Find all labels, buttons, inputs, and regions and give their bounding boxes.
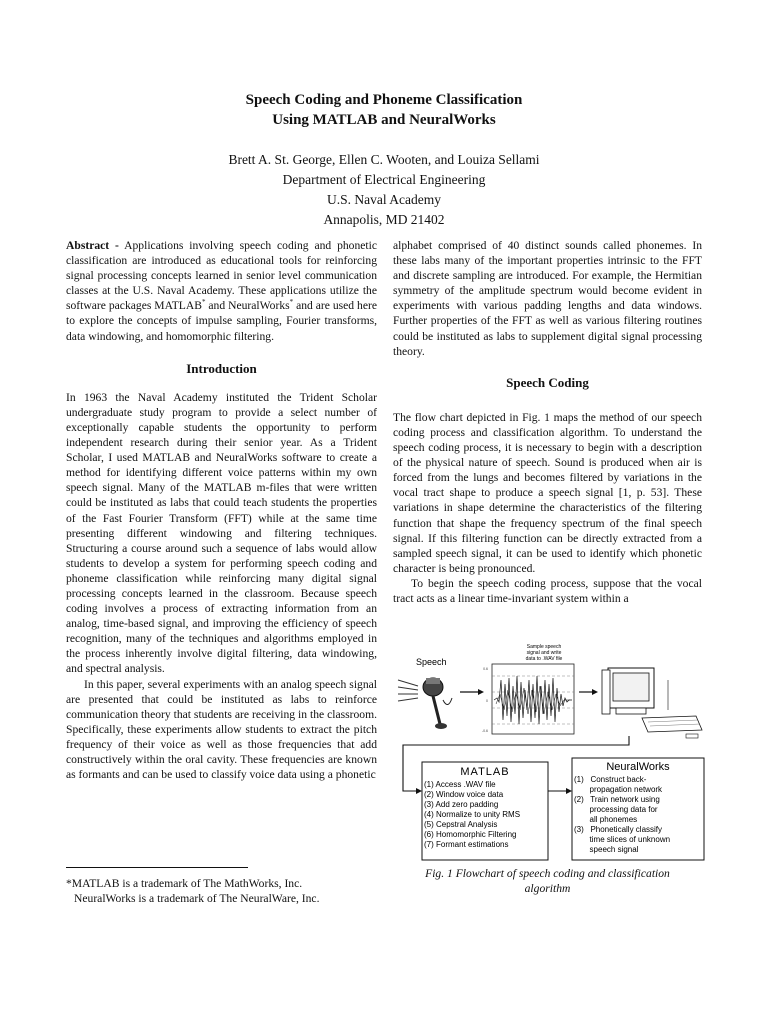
speech-waveform-plot [482,664,574,734]
introduction-paragraph-3: alphabet comprised of 40 distinct sounds called phonemes. In these labs many of the important properties intrinsic to the FFT and discrete sampling are introduced. For example, the Hermitian symmetry of the amplitude spectrum would become evident in experiments with various padding lengths and data windows. Further properties of the FFT as well as various filtering routines could be instituted as labs to supplement digital signal processing theory. [393,239,702,358]
abstract [66,238,377,344]
sample-label-line-2: signal and write [526,650,562,656]
matlab-step-2: (2) Window voice data [424,790,504,799]
matlab-box [422,762,548,860]
speech-coding-paragraph-1: The flow chart depicted in Fig. 1 maps the method of our speech coding process and classification algorithm. To understand the speech coding process, it is necessary to begin with a description of the physical nature of speech. Sound is produced when air is forced from the lungs and becomes filtered by variations in the vocal tract shape to produce a speech signal [1, p. 53]. These variations in shape determine the characteristics of the filtering function that shape the frequency spectrum of the final speech signal. If this filtering function can be directly extracted from a sampled speech signal, it can be used to identify which phonetic character is being pronounced. [393,410,702,575]
figure-1-flowchart [396,640,706,862]
arrowhead-2 [592,689,598,695]
footnote-line-1: *MATLAB is a trademark of The MathWorks, Inc. [66,877,303,890]
speech-coding-paragraph-2: To begin the speech coding process, suppose that the vocal tract acts as a linear time-invariant system within a [393,576,702,605]
title-line-1: Speech Coding and Phoneme Classification [245,92,523,108]
neuralworks-step-3c: speech signal [574,845,639,854]
neuralworks-step-2b: processing data for [574,805,658,814]
title-line-2: Using MATLAB and NeuralWorks [272,112,496,128]
author-institution: U.S. Naval Academy [327,192,441,207]
svg-text:0: 0 [486,699,488,703]
matlab-step-3: (3) Add zero padding [424,800,499,809]
paper-title [0,90,768,130]
neuralworks-step-2c: all phonemes [574,815,638,824]
caption-line-2: algorithm [524,882,571,895]
computer-icon [602,668,702,738]
svg-text:0.6: 0.6 [483,667,488,671]
arrowhead-1 [478,689,484,695]
neuralworks-step-1b: propagation network [574,785,663,794]
microphone-icon [398,678,452,729]
introduction-paragraph-1: In 1963 the Naval Academy instituted the Trident Scholar undergraduate study program to provide a select number of exceptionally capable students the opportunity to perform independent research during their senior year. As a Trident Scholar, I used MATLAB and NeuralWorks software to create a method for identifying different voice patterns within my own speech signal. Many of the MATLAB m-files that were written could be instituted as labs that could teach students the properties of the Fast Fourier Transform (FFT) while at the same time presenting different windowing and filtering techniques. Structuring a course around such a sequence of labs would allow students to develop a system for performing speech coding and phoneme classification while reinforcing many digital signal processing concepts learned in the classroom. Because speech coding involves a process of extracting information from an analog, time-based signal, and improving the efficiency of speech recognition, many of the techniques and algorithms employed in the process inherently involve digital filtering, data windowing, and spectral analysis. [66,390,377,676]
arrowhead-4 [566,788,572,794]
footnote-rule [66,867,248,868]
footnote [66,876,386,906]
abstract-label: Abstract - [66,239,119,252]
figure-1-caption [393,866,702,896]
neuralworks-title: NeuralWorks [606,761,670,773]
speech-coding-heading: Speech Coding [506,374,589,390]
neuralworks-step-2a: (2) Train network using [574,795,660,804]
neuralworks-step-1a: (1) Construct back- [574,775,647,784]
abstract-sup-2: * [289,298,294,307]
flowchart-svg [396,640,706,862]
sample-label-line-3: data to .WAV file [525,656,563,662]
svg-text:-0.6: -0.6 [481,729,488,733]
neuralworks-step-3a: (3) Phonetically classify [574,825,663,834]
introduction-paragraph-2: In this paper, several experiments with an analog speech signal are presented that could be instituted as labs to reinforce communication theory that students are receiving in the classroom. Specifically, these experiments allow students to extract the pitch frequency of their voice as well as those frequencies that add constructively within the oral cavity. These frequencies are known as formants and can be used to classify voice data using a phonetic [66,677,377,782]
matlab-step-6: (6) Homomorphic Filtering [424,830,517,839]
neuralworks-step-3b: time slices of unknown [574,835,671,844]
matlab-step-4: (4) Normalize to unity RMS [424,810,521,819]
speech-label: Speech [416,657,447,667]
author-block [0,150,768,230]
author-location: Annapolis, MD 21402 [323,212,445,227]
neuralworks-box [572,758,704,860]
footnote-line-2: NeuralWorks is a trademark of The NeuralWare, Inc. [74,892,320,905]
matlab-title: MATLAB [460,766,510,778]
right-column [393,238,702,606]
arrowhead-3 [416,788,422,794]
left-column [66,238,377,782]
matlab-step-5: (5) Cepstral Analysis [424,820,498,829]
caption-line-1: Fig. 1 Flowchart of speech coding and classification [425,867,670,880]
introduction-heading: Introduction [186,360,257,376]
matlab-step-7: (7) Formant estimations [424,840,509,849]
author-department: Department of Electrical Engineering [282,172,486,187]
author-names: Brett A. St. George, Ellen C. Wooten, and Louiza Sellami [228,152,540,167]
abstract-text-3: and are used here to explore the concepts of impulse sampling, Fourier transforms, data windowing, and homomorphic filtering. [66,299,377,343]
matlab-step-1: (1) Access .WAV file [424,780,496,789]
abstract-sup-1: * [201,298,206,307]
abstract-text-2: and NeuralWorks [205,299,290,313]
sample-label-line-1: Sample speech [526,644,562,650]
abstract-text-1: Applications involving speech coding and phonetic classification are introduced as educational tools for reinforcing signal processing concepts learned in senior level communication classes at the U.S. Naval Academy. These applications utilize the software packages MATLAB [66,239,377,313]
